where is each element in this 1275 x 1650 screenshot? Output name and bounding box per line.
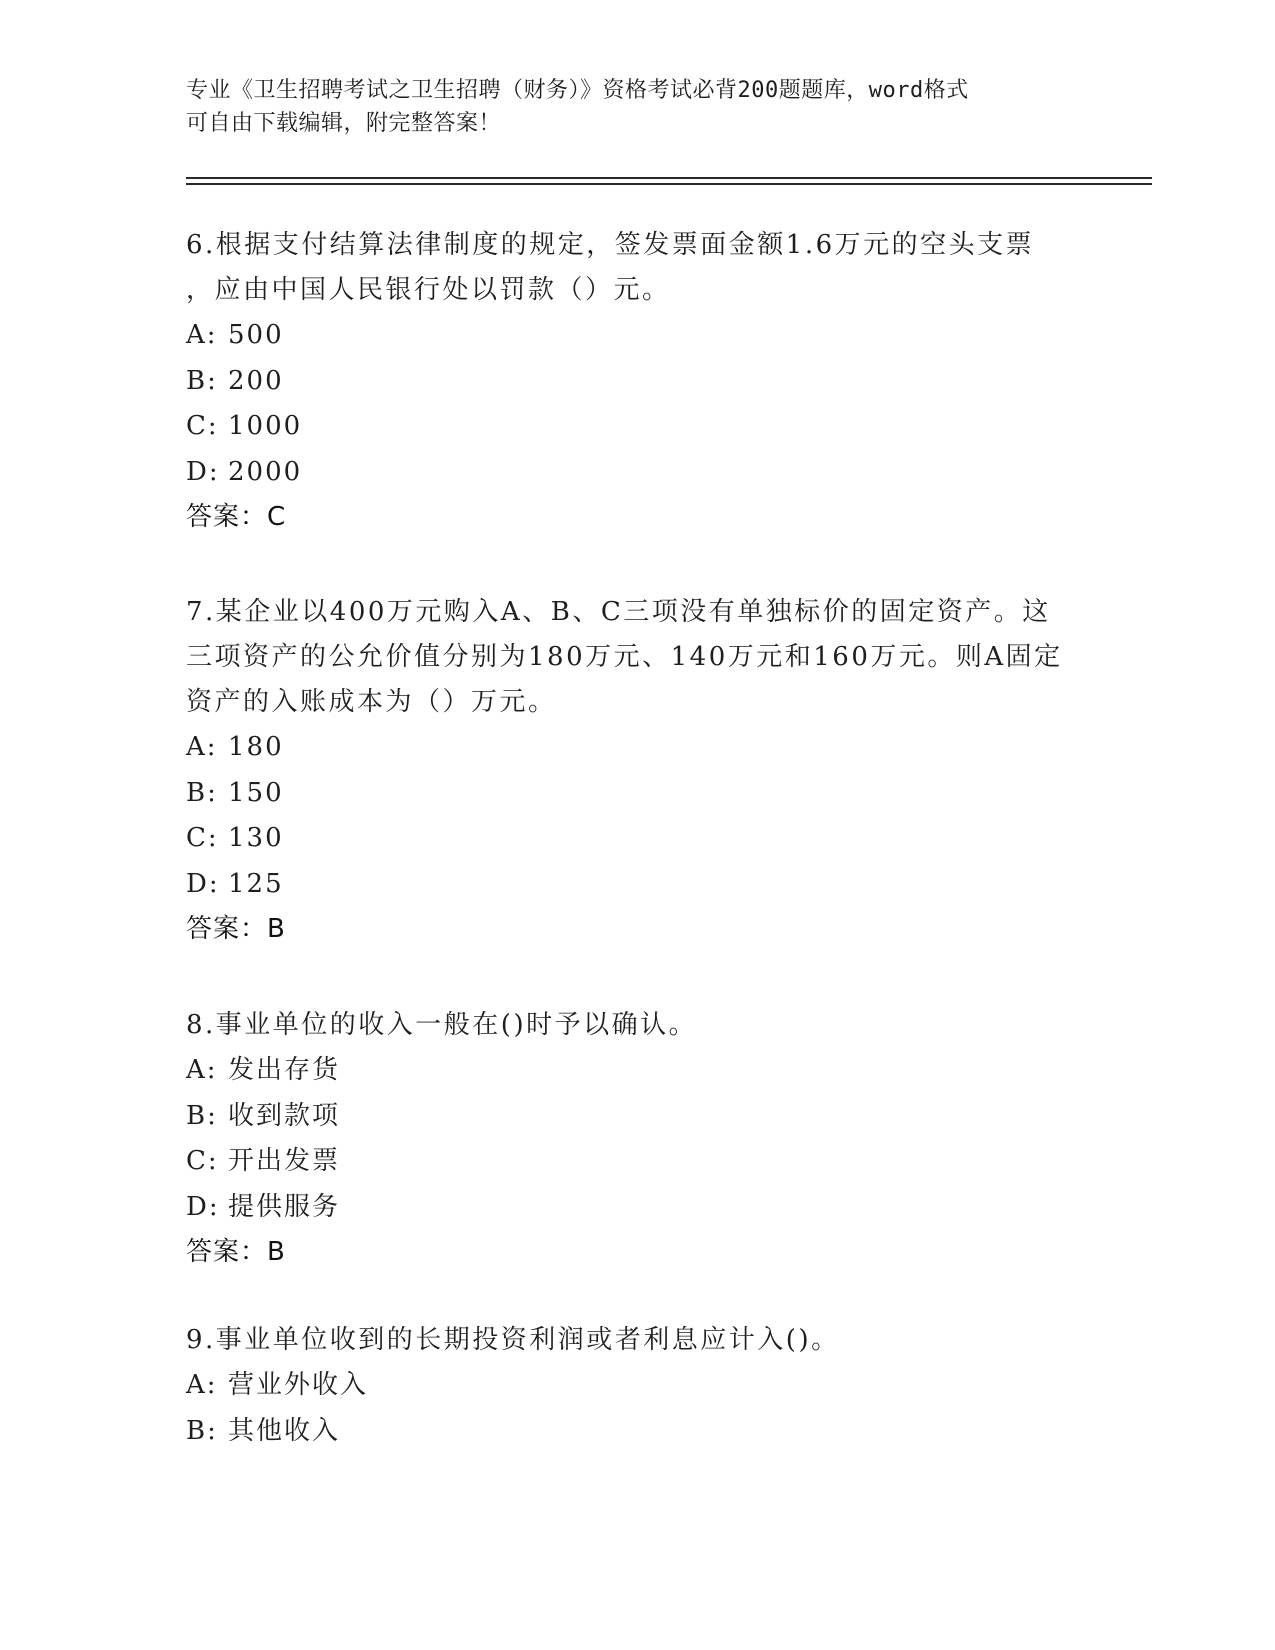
answer-label: 答案：B bbox=[186, 914, 286, 944]
question-text-line: 6.根据支付结算法律制度的规定，签发票面金额1.6万元的空头支票 bbox=[186, 230, 1035, 260]
header-divider-bottom bbox=[186, 183, 1152, 185]
option-a bbox=[186, 725, 1086, 771]
option-text: 1000 bbox=[228, 411, 303, 441]
question-text-line: 9.事业单位收到的长期投资利润或者利息应计入()。 bbox=[186, 1325, 840, 1355]
question-7 bbox=[186, 590, 1086, 952]
option-letter: A: bbox=[186, 1055, 218, 1085]
option-text: 营业外收入 bbox=[228, 1370, 369, 1400]
question-text-line: 7.某企业以400万元购入A、B、C三项没有单独标价的固定资产。这 bbox=[186, 597, 1051, 627]
option-letter: D: bbox=[186, 456, 220, 487]
option-letter: C: bbox=[186, 411, 219, 441]
option-b bbox=[186, 1409, 1086, 1455]
answer-label: 答案：B bbox=[186, 1237, 286, 1267]
option-text: 200 bbox=[228, 365, 284, 396]
option-b bbox=[186, 359, 1086, 405]
option-letter: A: bbox=[186, 1370, 218, 1400]
option-d bbox=[186, 1185, 1086, 1231]
question-9 bbox=[186, 1318, 1086, 1454]
option-c bbox=[186, 404, 1086, 450]
option-c bbox=[186, 816, 1086, 862]
option-letter: B: bbox=[186, 1415, 218, 1446]
option-letter: B: bbox=[186, 1100, 218, 1131]
option-letter: C: bbox=[186, 823, 219, 853]
question-6 bbox=[186, 223, 1086, 540]
option-d bbox=[186, 450, 1086, 496]
answer-label: 答案：C bbox=[186, 502, 287, 532]
question-text-line: 三项资产的公允价值分别为180万元、140万元和160万元。则A固定 bbox=[186, 642, 1063, 672]
header-divider-top bbox=[186, 177, 1152, 179]
header-line-1: 专业《卫生招聘考试之卫生招聘（财务）》资格考试必背200题题库，word格式 bbox=[186, 78, 969, 103]
option-text: 开出发票 bbox=[228, 1146, 341, 1176]
question-text-line: ，应由中国人民银行处以罚款（）元。 bbox=[186, 275, 671, 305]
option-a bbox=[186, 313, 1086, 359]
option-letter: C: bbox=[186, 1146, 219, 1176]
option-b bbox=[186, 771, 1086, 817]
question-8 bbox=[186, 1003, 1086, 1275]
question-text-line: 资产的入账成本为（）万元。 bbox=[186, 687, 557, 717]
option-letter: A: bbox=[186, 732, 218, 762]
header-line-2: 可自由下载编辑，附完整答案！ bbox=[186, 111, 502, 136]
option-text: 125 bbox=[228, 868, 284, 899]
option-letter: B: bbox=[186, 365, 218, 396]
option-text: 500 bbox=[228, 320, 284, 350]
option-d bbox=[186, 862, 1086, 908]
option-text: 其他收入 bbox=[228, 1415, 341, 1446]
option-letter: D: bbox=[186, 1191, 220, 1222]
option-text: 2000 bbox=[228, 456, 303, 487]
option-text: 130 bbox=[228, 823, 284, 853]
question-text-line: 8.事业单位的收入一般在()时予以确认。 bbox=[186, 1010, 698, 1040]
option-a bbox=[186, 1048, 1086, 1094]
option-letter: A: bbox=[186, 320, 218, 350]
option-text: 提供服务 bbox=[228, 1191, 341, 1222]
option-letter: D: bbox=[186, 868, 220, 899]
option-letter: B: bbox=[186, 777, 218, 808]
option-text: 150 bbox=[228, 777, 284, 808]
option-b bbox=[186, 1094, 1086, 1140]
option-c bbox=[186, 1139, 1086, 1185]
document-header bbox=[186, 74, 1066, 140]
option-a bbox=[186, 1363, 1086, 1409]
option-text: 发出存货 bbox=[228, 1055, 341, 1085]
option-text: 收到款项 bbox=[228, 1100, 341, 1131]
option-text: 180 bbox=[228, 732, 284, 762]
